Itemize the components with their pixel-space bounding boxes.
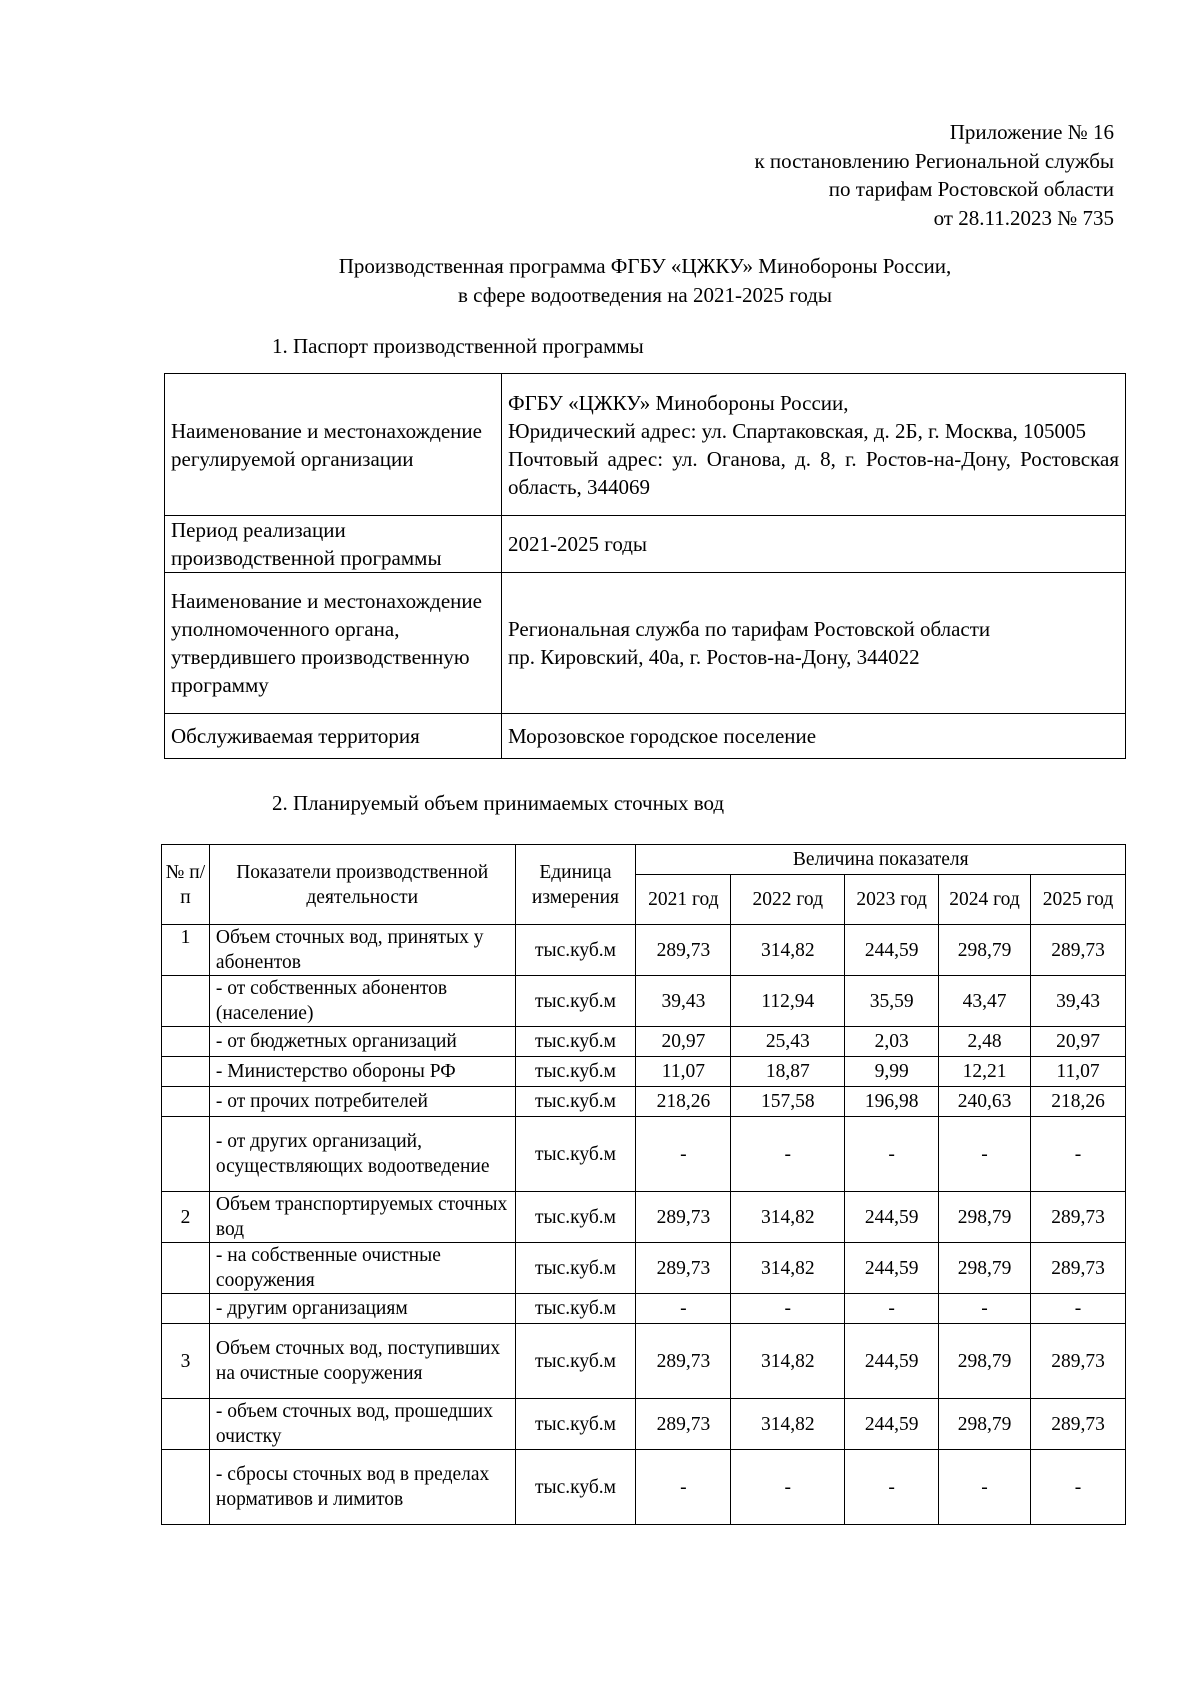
passport-label: Обслуживаемая территория (165, 714, 502, 759)
value-cell: 289,73 (1031, 1243, 1126, 1294)
row-number-cell: 2 (162, 1192, 210, 1243)
value-cell: 240,63 (939, 1087, 1031, 1117)
table-row-main (162, 1192, 1126, 1243)
indicator-name: - от других организаций, осуществляющих водоотведение (209, 1117, 515, 1192)
col-header-year: 2024 год (939, 875, 1031, 925)
unit-cell: тыс.куб.м (515, 1057, 636, 1087)
value-cell: 218,26 (1031, 1087, 1126, 1117)
passport-label: Наименование и местонахождение уполномоченного органа, утвердившего производственную программу (165, 573, 502, 714)
passport-value-line: Региональная служба по тарифам Ростовской области (508, 617, 991, 641)
appendix-line: Приложение № 16 (949, 120, 1114, 144)
value-cell: 244,59 (845, 1324, 939, 1399)
row-number-cell: 1 (162, 925, 210, 976)
row-number-cell (162, 1087, 210, 1117)
table-row-main (162, 925, 1126, 976)
title-line-1: Производственная программа ФГБУ «ЦЖКУ» Минобороны России, (338, 254, 952, 278)
unit-cell: тыс.куб.м (515, 976, 636, 1027)
table-row-sub (162, 1399, 1126, 1450)
value-cell: 289,73 (636, 1324, 731, 1399)
value-cell: 9,99 (845, 1057, 939, 1087)
col-header-year: 2023 год (845, 875, 939, 925)
row-number-cell (162, 976, 210, 1027)
value-cell: 11,07 (636, 1057, 731, 1087)
row-number-cell: 3 (162, 1324, 210, 1399)
value-cell: 298,79 (939, 1324, 1031, 1399)
passport-value-line: 2021-2025 годы (508, 532, 648, 556)
value-cell: 289,73 (636, 1192, 731, 1243)
value-cell: - (939, 1117, 1031, 1192)
value-cell: 25,43 (731, 1027, 845, 1057)
indicator-name: - сбросы сточных вод в пределах нормативов и лимитов (209, 1450, 515, 1525)
value-cell: - (636, 1117, 731, 1192)
table-row-sub (162, 1087, 1126, 1117)
value-cell: 218,26 (636, 1087, 731, 1117)
col-header-year: 2021 год (636, 875, 731, 925)
value-cell: 35,59 (845, 976, 939, 1027)
value-cell: - (845, 1450, 939, 1525)
appendix-header (594, 118, 1114, 232)
value-cell: 11,07 (1031, 1057, 1126, 1087)
appendix-line: к постановлению Региональной службы (754, 148, 1114, 173)
table-row-sub (162, 1243, 1126, 1294)
passport-value (502, 516, 1126, 573)
value-cell: 314,82 (731, 1192, 845, 1243)
row-number-cell (162, 1399, 210, 1450)
value-cell: - (731, 1450, 845, 1525)
value-cell: 2,48 (939, 1027, 1031, 1057)
value-cell: 298,79 (939, 1243, 1031, 1294)
unit-cell: тыс.куб.м (515, 1324, 636, 1399)
value-cell: 18,87 (731, 1057, 845, 1087)
value-cell: 289,73 (1031, 925, 1126, 976)
table-row-sub (162, 1027, 1126, 1057)
value-cell: - (731, 1117, 845, 1192)
value-cell: - (939, 1294, 1031, 1324)
passport-table (164, 373, 1126, 759)
passport-value-line: Почтовый адрес: ул. Оганова, д. 8, г. Ростов-на-Дону, Ростовская область, 344069 (508, 446, 1119, 499)
value-cell: - (1031, 1450, 1126, 1525)
value-cell: 20,97 (1031, 1027, 1126, 1057)
volumes-table-body (162, 925, 1126, 1525)
value-cell: 314,82 (731, 1243, 845, 1294)
appendix-line: по тарифам Ростовской области (828, 177, 1114, 201)
passport-label: Наименование и местонахождение регулируемой организации (165, 374, 502, 516)
value-cell: 244,59 (845, 1399, 939, 1450)
table-row-sub (162, 1294, 1126, 1324)
passport-value (502, 573, 1126, 714)
value-cell: 157,58 (731, 1087, 845, 1117)
row-number-cell (162, 1243, 210, 1294)
table-row-sub (162, 1450, 1126, 1525)
value-cell: - (1031, 1117, 1126, 1192)
value-cell: 112,94 (731, 976, 845, 1027)
unit-cell: тыс.куб.м (515, 1087, 636, 1117)
passport-row (165, 374, 1126, 516)
value-cell: 289,73 (636, 1399, 731, 1450)
unit-cell: тыс.куб.м (515, 1294, 636, 1324)
indicator-name: - на собственные очистные сооружения (209, 1243, 515, 1294)
value-cell: 289,73 (636, 925, 731, 976)
value-cell: - (636, 1450, 731, 1525)
passport-row (165, 714, 1126, 759)
value-cell: 39,43 (636, 976, 731, 1027)
indicator-name: Объем сточных вод, принятых у абонентов (209, 925, 515, 976)
table-row-main (162, 1324, 1126, 1399)
passport-label: Период реализации производственной программы (165, 516, 502, 573)
value-cell: 314,82 (731, 925, 845, 976)
row-number-cell (162, 1117, 210, 1192)
col-header-year: 2025 год (1031, 875, 1126, 925)
unit-cell: тыс.куб.м (515, 1450, 636, 1525)
indicator-name: - от прочих потребителей (209, 1087, 515, 1117)
indicator-name: - другим организациям (209, 1294, 515, 1324)
value-cell: 43,47 (939, 976, 1031, 1027)
passport-value (502, 714, 1126, 759)
value-cell: 2,03 (845, 1027, 939, 1057)
value-cell: 298,79 (939, 1192, 1031, 1243)
row-number-cell (162, 1057, 210, 1087)
value-cell: - (845, 1117, 939, 1192)
value-cell: 244,59 (845, 1192, 939, 1243)
indicator-name: Объем сточных вод, поступивших на очистные сооружения (209, 1324, 515, 1399)
value-cell: 298,79 (939, 925, 1031, 976)
indicator-name: - Министерство обороны РФ (209, 1057, 515, 1087)
value-cell: 314,82 (731, 1324, 845, 1399)
row-number-cell (162, 1450, 210, 1525)
table-row-sub (162, 1117, 1126, 1192)
value-cell: 39,43 (1031, 976, 1126, 1027)
unit-cell: тыс.куб.м (515, 1399, 636, 1450)
value-cell: 244,59 (845, 1243, 939, 1294)
table-row-sub (162, 1057, 1126, 1087)
value-cell: 20,97 (636, 1027, 731, 1057)
passport-value-line: Юридический адрес: ул. Спартаковская, д. 2Б, г. Москва, 105005 (508, 418, 1087, 443)
header-row (162, 845, 1126, 875)
appendix-line: от 28.11.2023 № 735 (933, 205, 1114, 230)
value-cell: 12,21 (939, 1057, 1031, 1087)
value-cell: - (731, 1294, 845, 1324)
value-cell: - (845, 1294, 939, 1324)
value-cell: - (636, 1294, 731, 1324)
unit-cell: тыс.куб.м (515, 1192, 636, 1243)
col-header-value-group: Величина показателя (636, 845, 1126, 875)
indicator-name: - от собственных абонентов (население) (209, 976, 515, 1027)
col-header-indicator: Показатели производственной деятельности (209, 845, 515, 925)
value-cell: 289,73 (636, 1243, 731, 1294)
value-cell: - (939, 1450, 1031, 1525)
indicator-name: - объем сточных вод, прошедших очистку (209, 1399, 515, 1450)
value-cell: 289,73 (1031, 1192, 1126, 1243)
document-title (150, 252, 1140, 309)
value-cell: 314,82 (731, 1399, 845, 1450)
unit-cell: тыс.куб.м (515, 1117, 636, 1192)
row-number-cell (162, 1027, 210, 1057)
passport-value-line: пр. Кировский, 40а, г. Ростов-на-Дону, 344022 (508, 645, 920, 669)
value-cell: 196,98 (845, 1087, 939, 1117)
col-header-year: 2022 год (731, 875, 845, 925)
value-cell: 244,59 (845, 925, 939, 976)
col-header-no: № п/п (162, 845, 210, 925)
passport-value (502, 374, 1126, 516)
section-1-heading: 1. Паспорт производственной программы (272, 334, 644, 358)
volumes-table (161, 844, 1126, 1525)
unit-cell: тыс.куб.м (515, 1027, 636, 1057)
value-cell: 298,79 (939, 1399, 1031, 1450)
table-row-sub (162, 976, 1126, 1027)
unit-cell: тыс.куб.м (515, 925, 636, 976)
indicator-name: - от бюджетных организаций (209, 1027, 515, 1057)
passport-value-line: ФГБУ «ЦЖКУ» Минобороны России, (508, 390, 849, 415)
passport-row (165, 516, 1126, 573)
indicator-name: Объем транспортируемых сточных вод (209, 1192, 515, 1243)
value-cell: - (1031, 1294, 1126, 1324)
passport-row (165, 573, 1126, 714)
unit-cell: тыс.куб.м (515, 1243, 636, 1294)
value-cell: 289,73 (1031, 1324, 1126, 1399)
row-number-cell (162, 1294, 210, 1324)
col-header-unit: Единица измерения (515, 845, 636, 925)
value-cell: 289,73 (1031, 1399, 1126, 1450)
volumes-table-header (162, 845, 1126, 925)
section-2-heading: 2. Планируемый объем принимаемых сточных вод (272, 791, 725, 815)
passport-value-line: Морозовское городское поселение (508, 724, 817, 748)
title-line-2: в сфере водоотведения на 2021-2025 годы (457, 282, 833, 307)
